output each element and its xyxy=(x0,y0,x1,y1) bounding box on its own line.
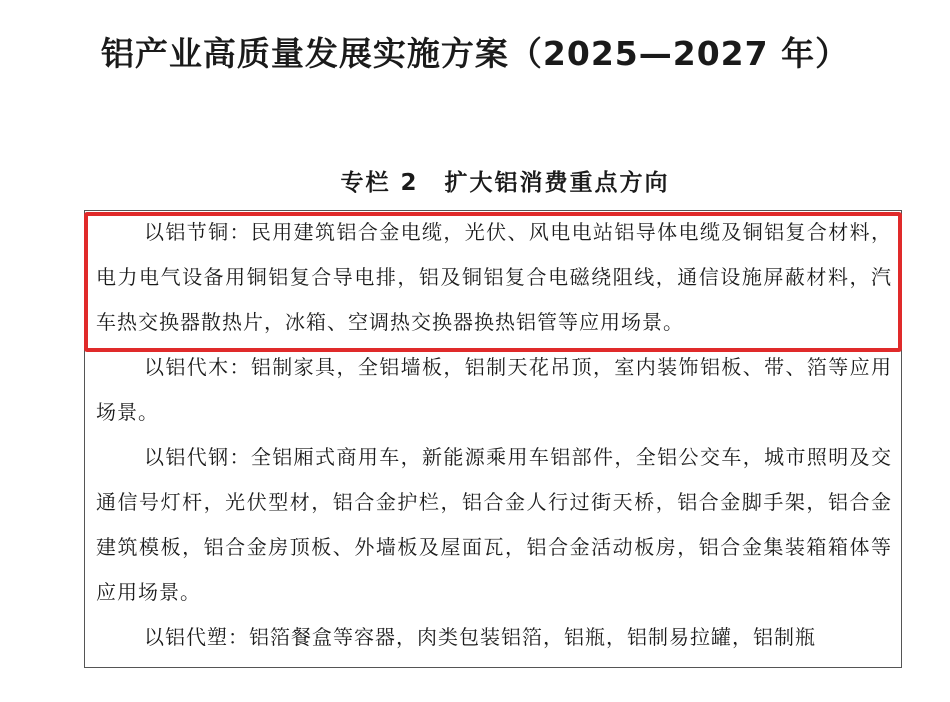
document-title: 铝产业高质量发展实施方案（2025—2027 年） xyxy=(100,34,850,73)
paragraph-aluminum-for-wood: 以铝代木：铝制家具，全铝墙板，铝制天花吊顶，室内装饰铝板、带、箔等应用场景。 xyxy=(96,355,892,424)
highlight-box xyxy=(84,212,902,352)
paragraph-aluminum-for-copper: 以铝节铜：民用建筑铝合金电缆，光伏、风电电站铝导体电缆及铜铝复合材料，电力电气设备用铜铝复合导电排，铝及铜铝复合电磁绕阻线，通信设施屏蔽材料，汽车热交换器散热片，冰箱、空调热交换器换热铝管等应用场景。 xyxy=(96,220,892,334)
paragraph-aluminum-for-steel: 以铝代钢：全铝厢式商用车，新能源乘用车铝部件，全铝公交车，城市照明及交通信号灯杆，光伏型材，铝合金护栏，铝合金人行过街天桥，铝合金脚手架，铝合金建筑模板，铝合金房顶板、外墙板及屋面瓦，铝合金活动板房，铝合金集装箱箱体等应用场景。 xyxy=(96,445,892,604)
paragraph-aluminum-for-plastic: 以铝代塑：铝箔餐盒等容器，肉类包装铝箔，铝瓶，铝制易拉罐，铝制瓶 xyxy=(144,625,816,649)
column-heading-text: 扩大铝消费重点方向 xyxy=(444,170,670,196)
column-number: 专栏 2 xyxy=(340,170,419,196)
column-heading xyxy=(0,168,950,198)
